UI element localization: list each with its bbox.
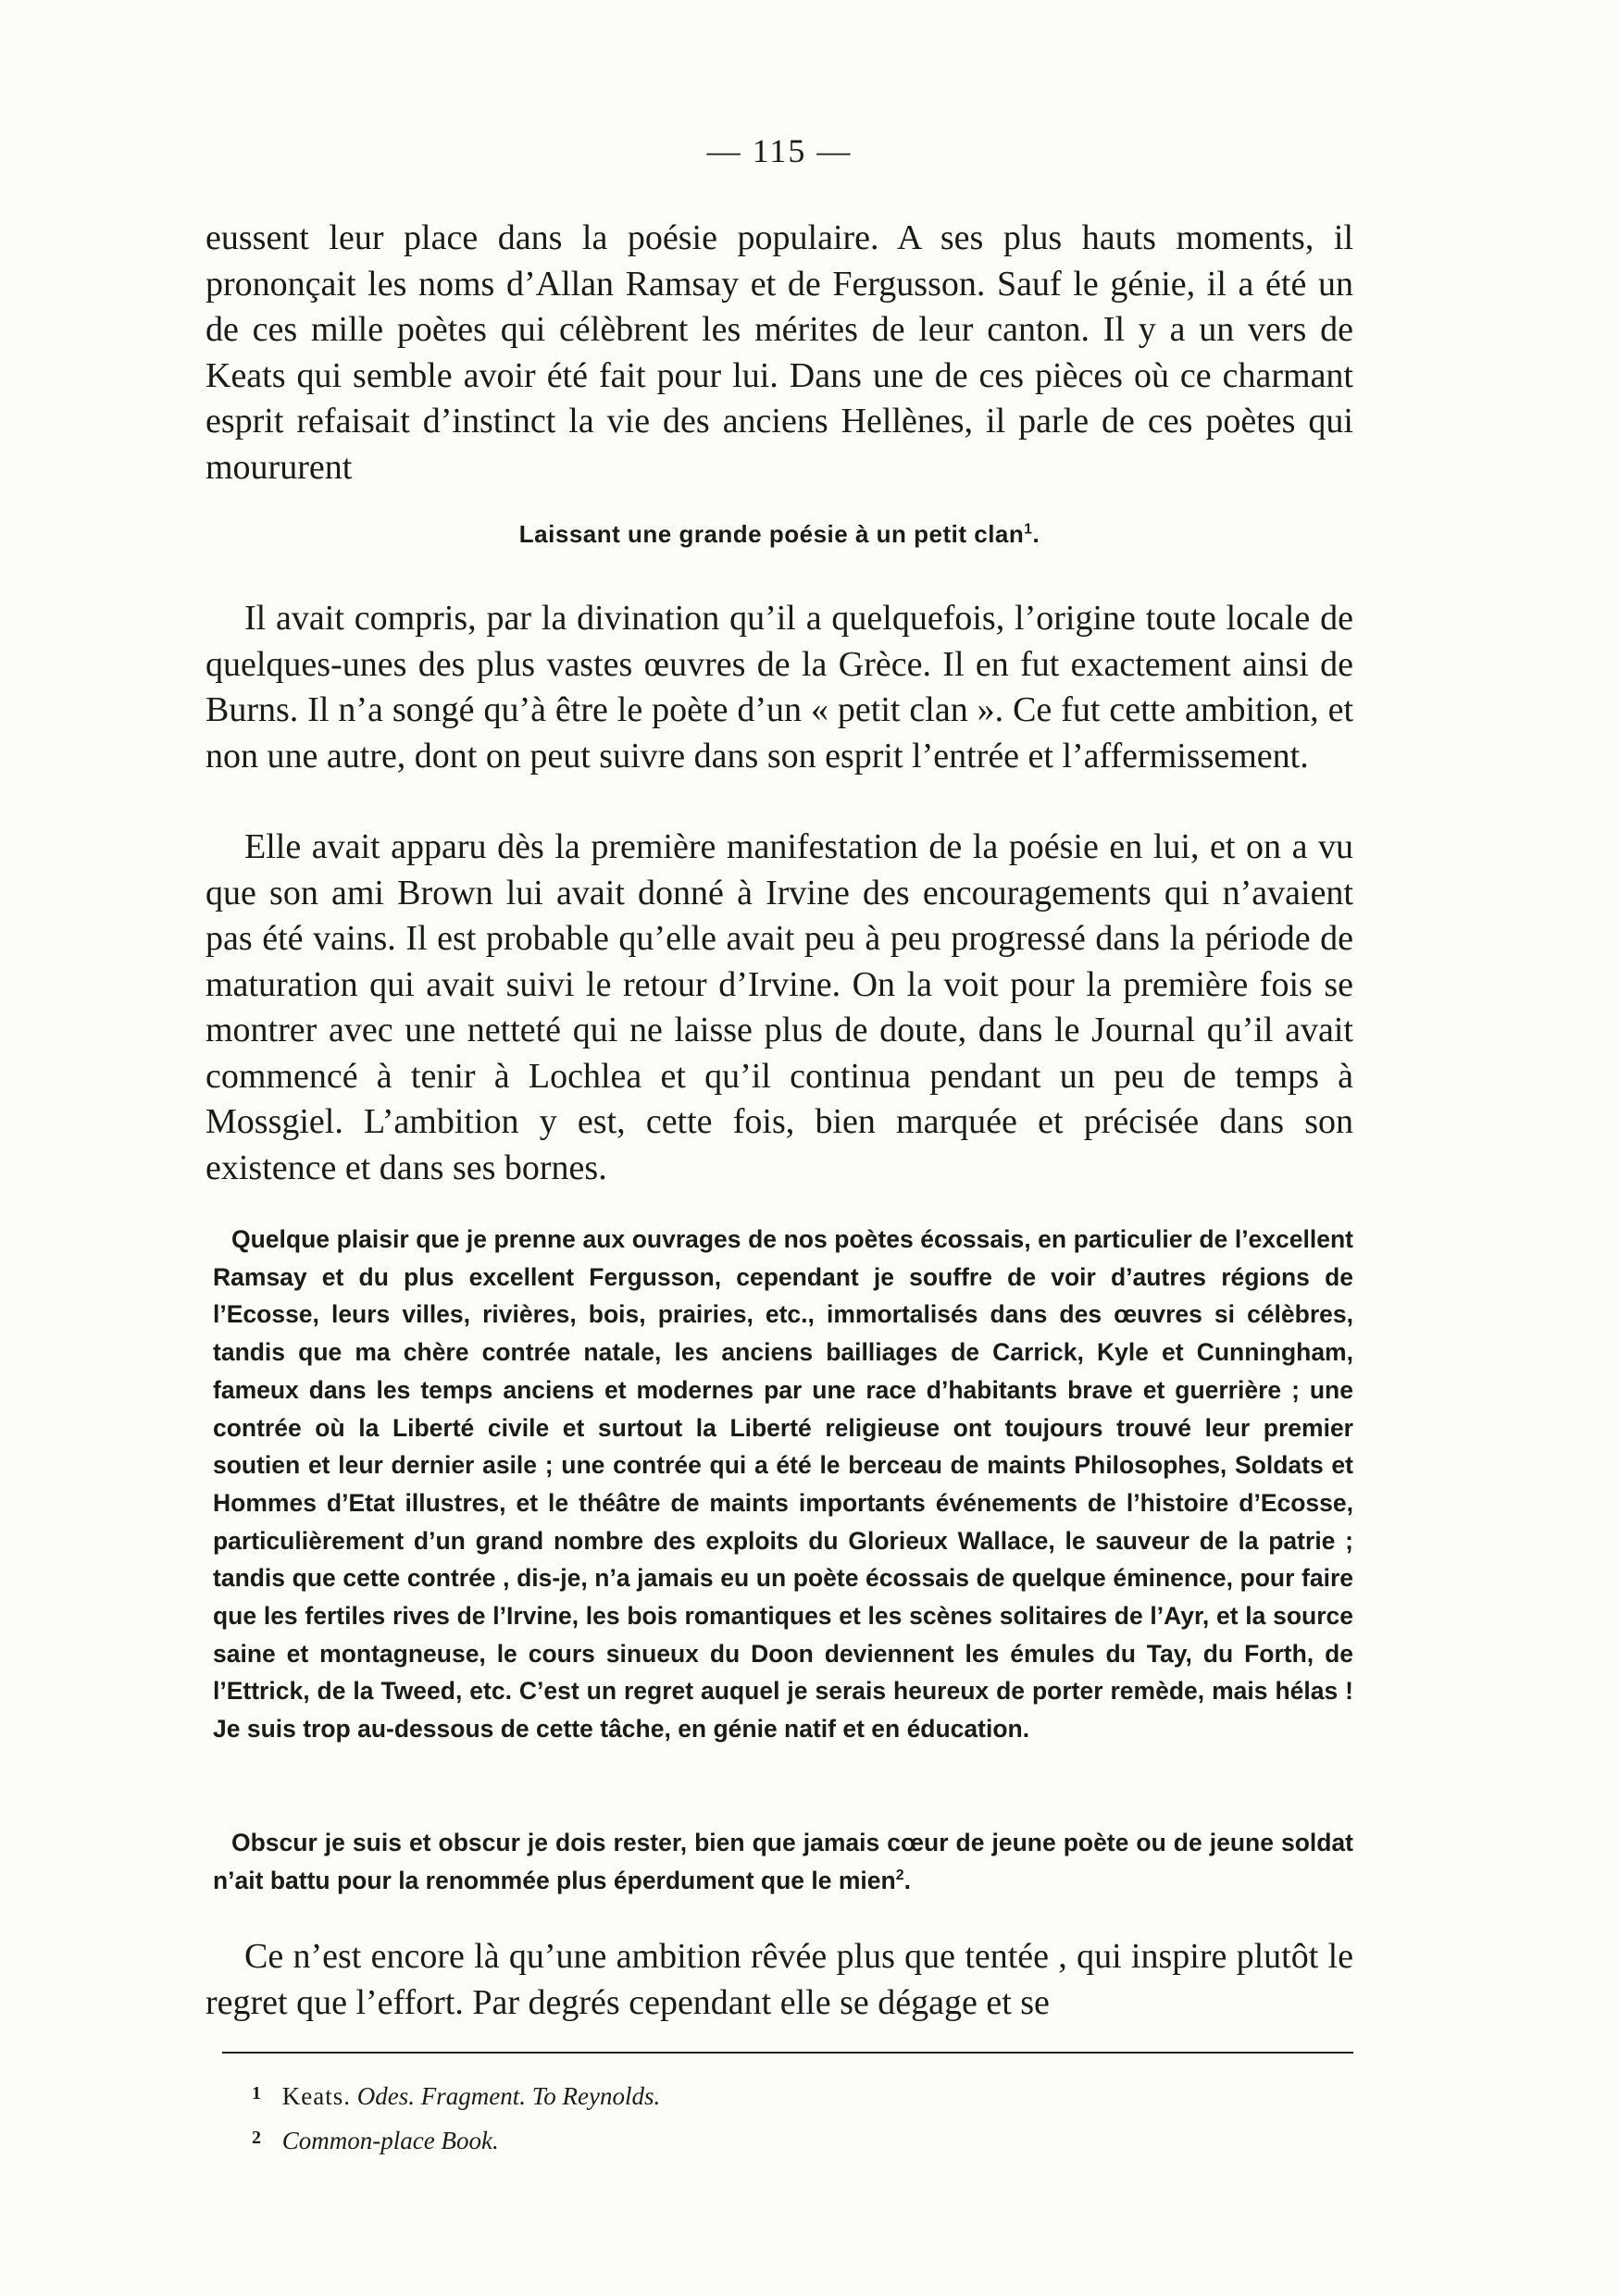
verse-text: Laissant une grande poésie à un petit clan <box>518 520 1025 548</box>
footnote-ref-2[interactable]: 2 <box>895 1867 904 1883</box>
verse-quote <box>205 520 1353 549</box>
block-quote-1: Quelque plaisir que je prenne aux ouvrages de nos poètes écossais, en particulier de l’excellent Ramsay et du plus excellent Fergusson, cependant je souffre de voir d’autres régions de l’Ecosse, leurs villes, rivières, bois, prairies, etc., immortalisés dans des œuvres si célèbres, tandis que ma chère contrée natale, les anciens bailliages de Carrick, Kyle et Cunningham, fameux dans les temps anciens et modernes par une race d’habitants brave et guerrière ; une contrée où la Liberté civile et surtout la Liberté religieuse ont toujours trouvé leur premier soutien et leur dernier asile ; une contrée qui a été le berceau de maints Philosophes, Soldats et Hommes d’Etat illustres, et le théâtre de maints importants événements de l’histoire d’Ecosse, particulièrement d’un grand nombre des exploits du Glorieux Wallace, le sauveur de la patrie ; tandis que cette contrée , dis-je, n’a jamais eu un poète écossais de quelque éminence, pour faire que les fertiles rives de l’Irvine, les bois romantiques et les scènes solitaires de l’Ayr, et la source saine et montagneuse, le cours sinueux du Doon deviennent les émules du Tay, du Forth, de l’Ettrick, de la Tweed, etc. C’est un regret auquel je serais heureux de porter remède, mais hélas ! Je suis trop au-dessous de cette tâche, en génie natif et en éducation. <box>213 1225 1353 1744</box>
block-quote-2-text: Obscur je suis et obscur je dois rester, bien que jamais cœur de jeune poète ou de jeune soldat n’ait battu pour la renommée plus éperdument que le mien <box>213 1829 1353 1894</box>
footnote-2 <box>252 2117 1177 2162</box>
paragraph-1: eussent leur place dans la poésie populaire. A ses plus hauts moments, il prononçait les noms d’Allan Ramsay et de Fergusson. Sauf le génie, il a été un de ces mille poètes qui célèbrent les mérites de leur canton. Il y a un vers de Keats qui semble avoir été fait pour lui. Dans une de ces pièces où ce charmant esprit refaisait d’instinct la vie des anciens Hellènes, il parle de ces poètes qui moururent <box>205 218 1353 487</box>
footnote-author: Keats. <box>281 2082 351 2110</box>
footnote-title: Common-place Book. <box>281 2127 499 2154</box>
paragraph-2: Il avait compris, par la divination qu’il a quelquefois, l’origine toute locale de quelques-unes des plus vastes œuvres de la Grèce. Il en fut exactement ainsi de Burns. Il n’a songé qu’à être le poète d’un « petit clan ». Ce fut cette ambition, et non une autre, dont on peut suivre dans son esprit l’entrée et l’affermissement. <box>205 599 1353 776</box>
block-quote-2-end: . <box>903 1866 911 1894</box>
footnotes <box>252 2073 1177 2162</box>
footnote-title: Odes. Fragment. To Reynolds. <box>356 2082 661 2110</box>
page-number: — 115 — <box>706 132 853 169</box>
footnote-number: 2 <box>252 2128 261 2148</box>
verse-end: . <box>1032 520 1040 548</box>
paragraph-4: Ce n’est encore là qu’une ambition rêvée plus que tentée , qui inspire plutôt le regret que l’effort. Par degrés cependant elle se dégage et se <box>205 1937 1353 2022</box>
footnote-ref-1[interactable]: 1 <box>1024 521 1033 538</box>
footnote-divider <box>222 2052 1353 2054</box>
paragraph-3: Elle avait apparu dès la première manifestation de la poésie en lui, et on a vu que son ami Brown lui avait donné à Irvine des encouragements qui n’avaient pas été vains. Il est probable qu’elle avait peu à peu progressé dans la période de maturation qui avait suivi le retour d’Irvine. On la voit pour la première fois se montrer avec une netteté qui ne laisse plus de doute, dans le Journal qu’il avait commencé à tenir à Lochlea et qu’il continua pendant un peu de temps à Mossgiel. L’ambition y est, cette fois, bien marquée et précisée dans son existence et dans ses bornes. <box>205 827 1353 1187</box>
footnote-1 <box>252 2073 1177 2117</box>
footnote-number: 1 <box>252 2083 261 2104</box>
block-quote-2 <box>213 1824 1353 1899</box>
